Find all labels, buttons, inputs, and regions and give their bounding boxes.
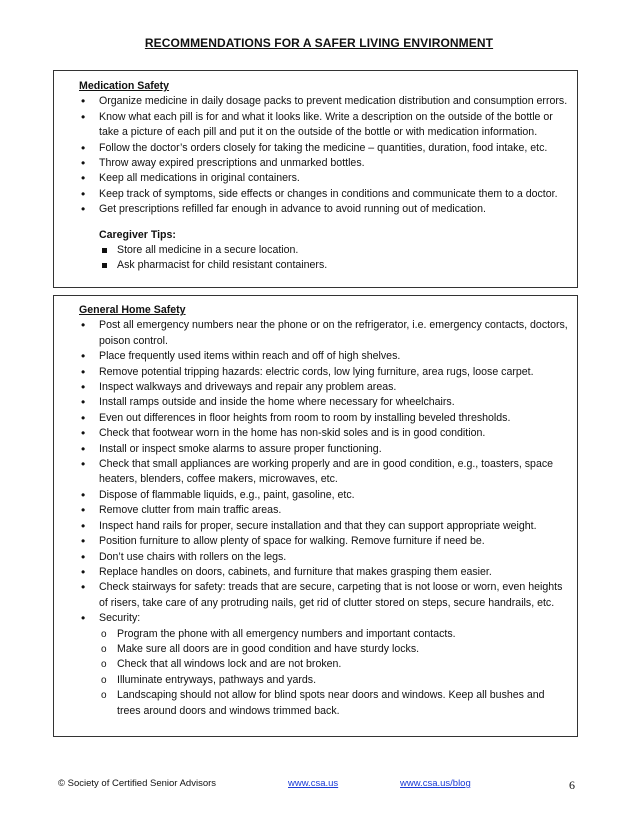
list-item: • Keep all medications in original containers. xyxy=(79,171,569,186)
list-item: • Check stairways for safety: treads that are secure, carpeting that is not loose or worn, even heights of risers, take care of any protruding nails, get rid of clutter stored on steps, secure handrails, etc. xyxy=(79,580,569,611)
home-safety-heading: General Home Safety xyxy=(79,304,186,316)
list-item: • Replace handles on doors, cabinets, and furniture that makes grasping them easier. xyxy=(79,565,569,580)
list-item: • Post all emergency numbers near the phone or on the refrigerator, i.e. emergency contacts, doctors, poison control. xyxy=(79,318,569,349)
csa-blog-link[interactable]: www.csa.us/blog xyxy=(400,778,471,789)
list-item: • Remove potential tripping hazards: electric cords, low lying furniture, area rugs, loose carpet. xyxy=(79,365,569,380)
security-label: Security: xyxy=(99,612,141,625)
list-item-security xyxy=(79,611,569,719)
page-number: 6 xyxy=(569,778,575,792)
page-title: RECOMMENDATIONS FOR A SAFER LIVING ENVIRONMENT xyxy=(144,36,494,50)
list-item: • Check that small appliances are working properly and are in good condition, e.g., toasters, space heaters, blenders, coffee makers, microwaves, etc. xyxy=(79,457,569,488)
list-item: • Inspect walkways and driveways and repair any problem areas. xyxy=(79,380,569,395)
list-item: • Know what each pill is for and what it looks like. Write a description on the outside of the bottle or take a picture of each pill and put it on the outside of the bottle or with medication information. xyxy=(79,110,569,141)
list-item: • Check that footwear worn in the home has non-skid soles and is in good condition. xyxy=(79,426,569,441)
medication-safety-box xyxy=(53,70,578,288)
list-item: • Place frequently used items within reach and off of high shelves. xyxy=(79,349,569,364)
list-item: • Position furniture to allow plenty of space for walking. Remove furniture if need be. xyxy=(79,534,569,549)
page-footer xyxy=(58,778,578,798)
copyright-text: © Society of Certified Senior Advisors xyxy=(58,778,217,789)
home-safety-list xyxy=(79,318,569,719)
security-sublist xyxy=(99,627,569,719)
list-item: Ask pharmacist for child resistant containers. xyxy=(99,258,569,273)
list-item: • Remove clutter from main traffic areas. xyxy=(79,503,569,518)
list-item: • Get prescriptions refilled far enough in advance to avoid running out of medication. xyxy=(79,202,569,217)
list-item: Store all medicine in a secure location. xyxy=(99,243,569,258)
sub-list-item: o Make sure all doors are in good condition and have sturdy locks. xyxy=(99,642,569,657)
sub-list-item: o Check that all windows lock and are not broken. xyxy=(99,657,569,672)
list-item: • Install or inspect smoke alarms to assure proper functioning. xyxy=(79,442,569,457)
list-item: • Don’t use chairs with rollers on the legs. xyxy=(79,550,569,565)
sub-list-item: o Illuminate entryways, pathways and yards. xyxy=(99,673,569,688)
caregiver-tips-heading: Caregiver Tips: xyxy=(99,228,176,241)
list-item: • Even out differences in floor heights from room to room by installing beveled thresholds. xyxy=(79,411,569,426)
list-item: • Keep track of symptoms, side effects or changes in conditions and communicate them to a doctor. xyxy=(79,187,569,202)
medication-heading: Medication Safety xyxy=(79,80,170,92)
medication-list xyxy=(79,94,569,217)
list-item: • Organize medicine in daily dosage packs to prevent medication distribution and consumption errors. xyxy=(79,94,569,109)
home-safety-box xyxy=(53,295,578,737)
list-item: • Install ramps outside and inside the home where necessary for wheelchairs. xyxy=(79,395,569,410)
list-item: • Inspect hand rails for proper, secure installation and that they can support appropriate weight. xyxy=(79,519,569,534)
list-item: • Throw away expired prescriptions and unmarked bottles. xyxy=(79,156,569,171)
caregiver-tips-list xyxy=(99,243,569,274)
csa-link[interactable]: www.csa.us xyxy=(288,778,339,789)
list-item: • Follow the doctor’s orders closely for taking the medicine – quantities, duration, food intake, etc. xyxy=(79,141,569,156)
list-item: • Dispose of flammable liquids, e.g., paint, gasoline, etc. xyxy=(79,488,569,503)
sub-list-item: o Program the phone with all emergency numbers and important contacts. xyxy=(99,627,569,642)
sub-list-item: o Landscaping should not allow for blind spots near doors and windows. Keep all bushes and trees around doors and windows trimmed back. xyxy=(99,688,569,719)
